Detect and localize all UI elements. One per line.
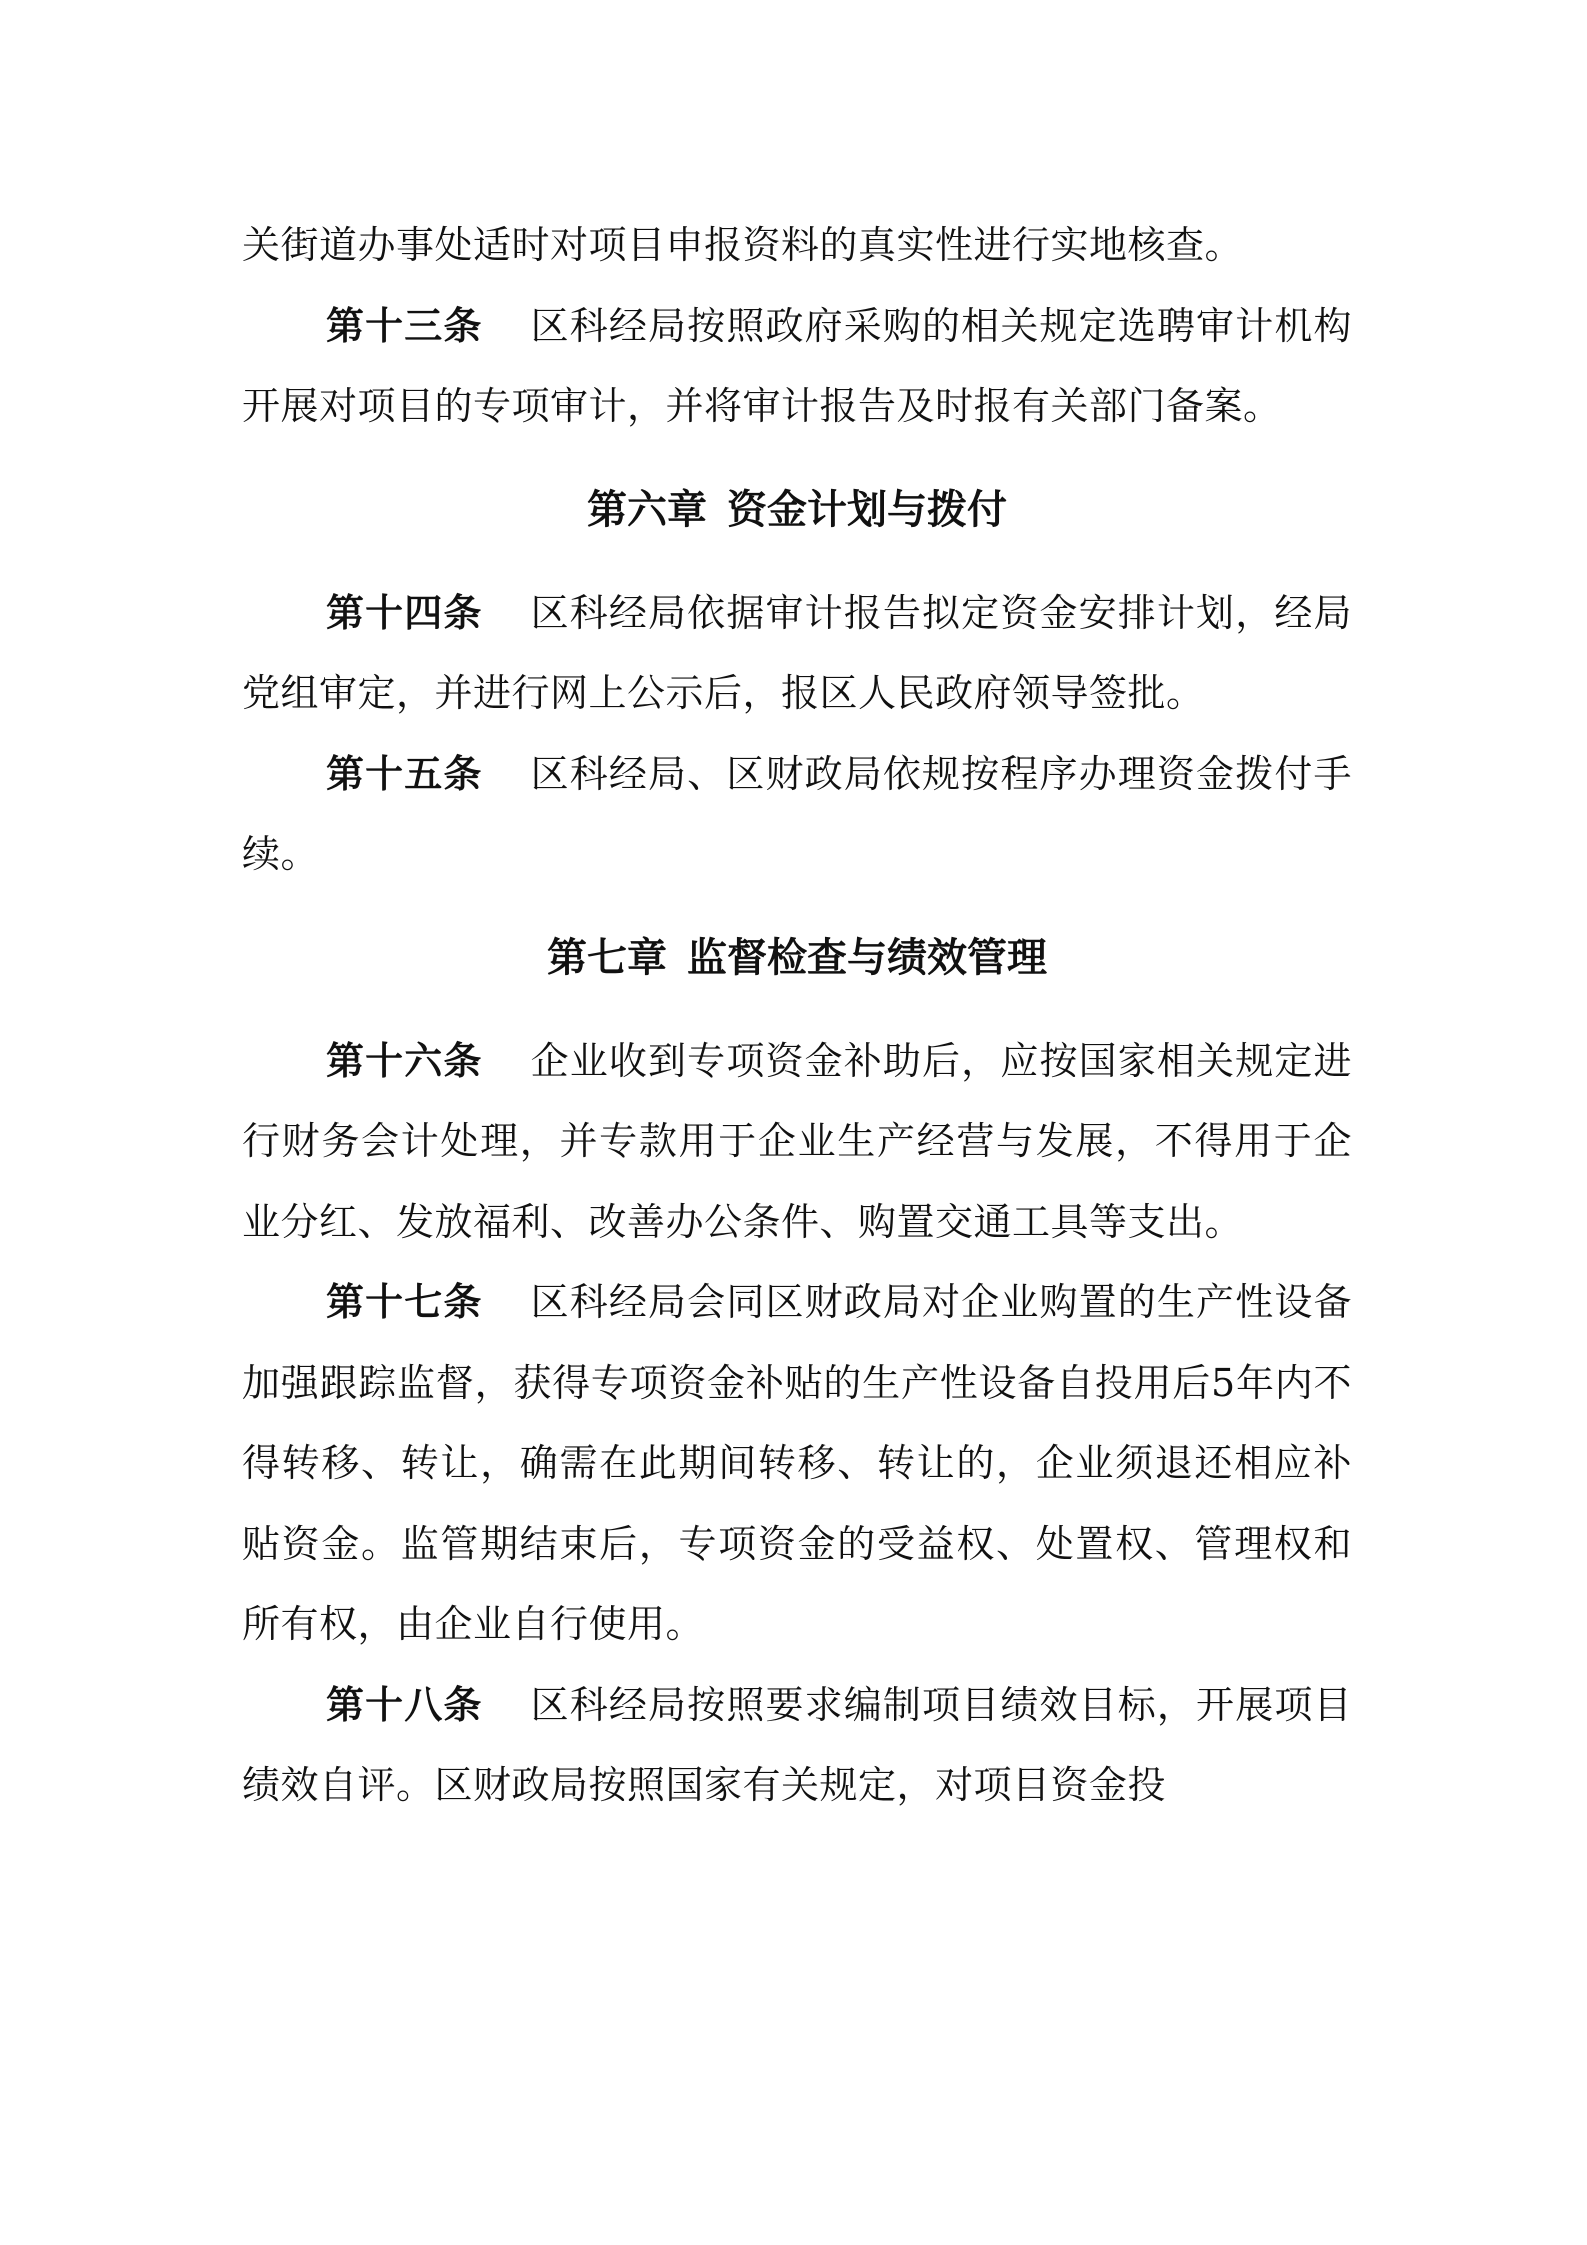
article-15 bbox=[242, 734, 1352, 895]
article-text: 区科经局按照要求编制项目绩效目标，开展项目绩效自评。区财政局按照国家有关规定，对项目资金投 bbox=[242, 1682, 1352, 1807]
article-17 bbox=[242, 1262, 1352, 1665]
article-text: 区科经局、区财政局依规按程序办理资金拨付手续。 bbox=[242, 751, 1352, 876]
article-number: 第十三条 bbox=[326, 303, 483, 348]
article-number: 第十四条 bbox=[326, 590, 483, 635]
paragraph-text: 关街道办事处适时对项目申报资料的真实性进行实地核查。 bbox=[242, 223, 1244, 267]
chapter-7-heading bbox=[242, 895, 1352, 1021]
article-18 bbox=[242, 1665, 1352, 1826]
article-text: 企业收到专项资金补助后，应按国家相关规定进行财务会计处理，并专款用于企业生产经营与发展，不得用于企业分红、发放福利、改善办公条件、购置交通工具等支出。 bbox=[242, 1038, 1352, 1244]
article-number: 第十六条 bbox=[326, 1038, 483, 1083]
chapter-number: 第六章 bbox=[587, 486, 707, 533]
article-text: 区科经局按照政府采购的相关规定选聘审计机构开展对项目的专项审计，并将审计报告及时报有关部门备案。 bbox=[242, 303, 1352, 428]
article-number: 第十七条 bbox=[326, 1280, 483, 1324]
article-14 bbox=[242, 573, 1352, 734]
chapter-title: 资金计划与拨付 bbox=[727, 486, 1007, 533]
article-16 bbox=[242, 1021, 1352, 1263]
chapter-6-heading bbox=[242, 447, 1352, 573]
article-text: 区科经局依据审计报告拟定资金安排计划，经局党组审定，并进行网上公示后，报区人民政府领导签批。 bbox=[242, 590, 1352, 715]
document-body bbox=[242, 205, 1352, 1826]
article-number: 第十八条 bbox=[326, 1682, 483, 1727]
article-number: 第十五条 bbox=[326, 751, 483, 796]
article-text: 区科经局会同区财政局对企业购置的生产性设备加强跟踪监督，获得专项资金补贴的生产性设备自投用后5年内不得转移、转让，确需在此期间转移、转让的，企业须退还相应补贴资金。监管期结束后，专项资金的受益权、处置权、管理权和所有权，由企业自行使用。 bbox=[242, 1280, 1352, 1646]
chapter-number: 第七章 bbox=[547, 934, 667, 981]
article-13 bbox=[242, 286, 1352, 447]
paragraph-continuation bbox=[242, 205, 1352, 286]
chapter-title: 监督检查与绩效管理 bbox=[687, 934, 1047, 981]
